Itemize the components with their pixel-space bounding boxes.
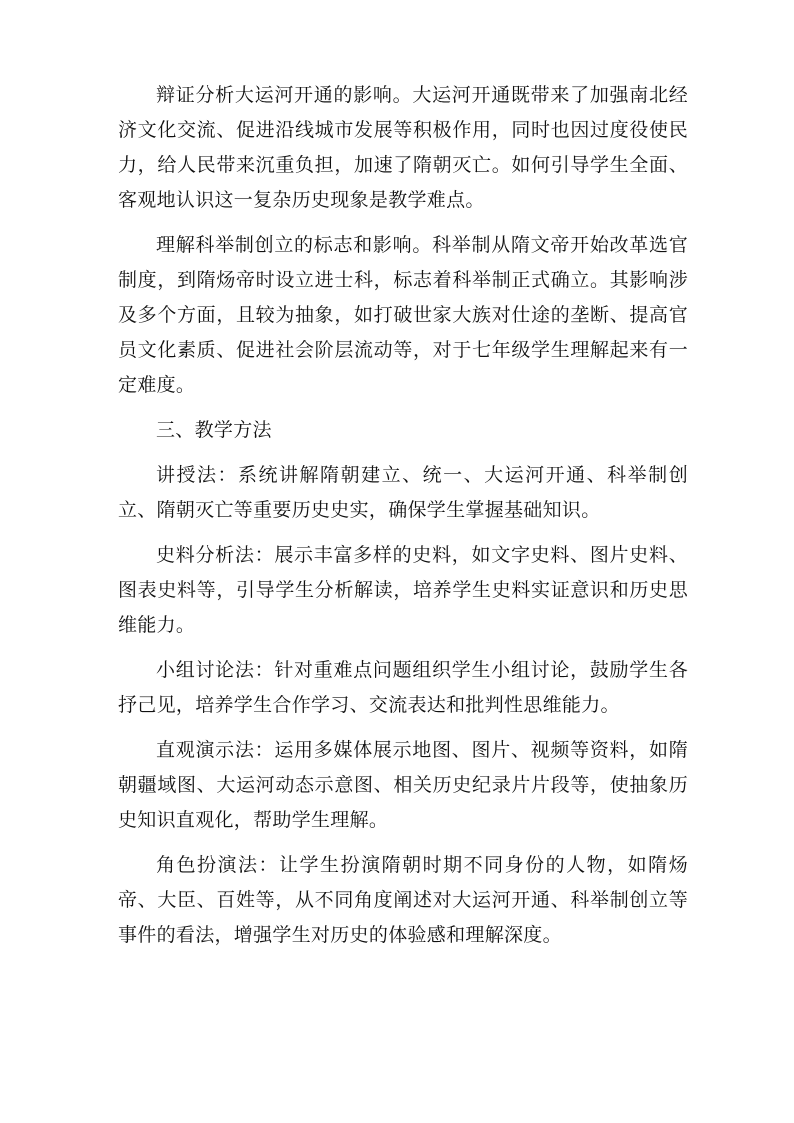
paragraph-group-discussion-method: 小组讨论法：针对重难点问题组织学生小组讨论，鼓励学生各抒己见，培养学生合作学习、交流表达和批判性思维能力。 bbox=[118, 659, 688, 716]
paragraph-demonstration-method: 直观演示法：运用多媒体展示地图、图片、视频等资料，如隋朝疆域图、大运河动态示意图、相关历史纪录片片段等，使抽象历史知识直观化，帮助学生理解。 bbox=[118, 739, 688, 831]
paragraph-imperial-exam: 理解科举制创立的标志和影响。科举制从隋文帝开始改革选官制度，到隋炀帝时设立进士科，标志着科举制正式确立。其影响涉及多个方面，且较为抽象，如打破世家大族对仕途的垄断、提高官员文化素质、促进社会阶层流动等，对于七年级学生理解起来有一定难度。 bbox=[118, 234, 688, 396]
section-heading-teaching-methods: 三、教学方法 bbox=[156, 419, 272, 441]
paragraph-grand-canal-impact: 辩证分析大运河开通的影响。大运河开通既带来了加强南北经济文化交流、促进沿线城市发展等积极作用，同时也因过度役使民力，给人民带来沉重负担，加速了隋朝灭亡。如何引导学生全面、客观地认识这一复杂历史现象是教学难点。 bbox=[118, 84, 688, 211]
document-page bbox=[118, 78, 688, 963]
paragraph-role-play-method: 角色扮演法：让学生扮演隋朝时期不同身份的人物，如隋炀帝、大臣、百姓等，从不同角度阐述对大运河开通、科举制创立等事件的看法，增强学生对历史的体验感和理解深度。 bbox=[118, 854, 688, 946]
paragraph-source-analysis-method: 史料分析法：展示丰富多样的史料，如文字史料、图片史料、图表史料等，引导学生分析解读，培养学生史料实证意识和历史思维能力。 bbox=[118, 544, 688, 636]
paragraph-lecture-method: 讲授法：系统讲解隋朝建立、统一、大运河开通、科举制创立、隋朝灭亡等重要历史史实，确保学生掌握基础知识。 bbox=[118, 464, 688, 521]
